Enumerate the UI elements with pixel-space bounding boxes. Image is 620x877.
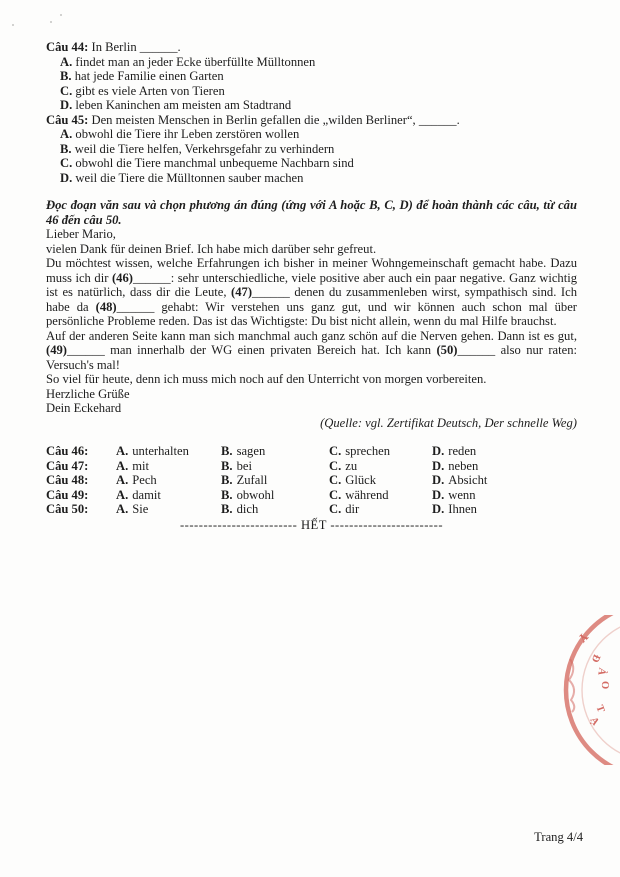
answer-row-48: [46, 473, 577, 488]
cell-b: [221, 459, 329, 474]
answer-row-49: [46, 488, 577, 503]
option-text: bei: [236, 458, 252, 473]
cell-d: [432, 488, 577, 503]
cell-c: [329, 473, 432, 488]
letter-text: Auf der anderen Seite kann man sich manchmal auch ganz schön auf die Nerven gehen. Dann ist es gut,: [46, 328, 577, 343]
question-stem: [46, 113, 577, 128]
option-letter: D.: [432, 458, 445, 473]
option-text: unterhalten: [132, 444, 189, 458]
option-letter: B.: [221, 444, 233, 458]
option-44-b: [46, 69, 577, 84]
option-letter: D.: [60, 170, 73, 185]
cell-d: [432, 444, 577, 459]
option-text: dich: [236, 502, 259, 516]
option-text: Ihnen: [448, 502, 477, 516]
cell-d: [432, 473, 577, 488]
option-text: mit: [132, 458, 150, 473]
option-text: Zufall: [236, 473, 268, 487]
option-text: obwohl: [236, 487, 275, 502]
cell-a: [116, 473, 221, 488]
option-letter: D.: [432, 473, 445, 487]
blank-47: (47): [231, 285, 253, 299]
page-content: [46, 40, 577, 532]
option-letter: C.: [329, 487, 342, 502]
option-letter: D.: [432, 487, 445, 502]
reading-letter: [46, 227, 577, 430]
answer-row-50: [46, 502, 577, 517]
cell-b: [221, 502, 329, 517]
question-stem-text: Den meisten Menschen in Berlin gefallen die „wilden Berliner“, ______.: [91, 112, 460, 127]
cell-b: [221, 488, 329, 503]
letter-text: ______: sehr unterschiedliche, viele positive aber auch ein paar negative. Ganz wichtig ist es natürlich, dass dir die Leute,: [46, 270, 578, 299]
stamp-letter: Đ: [588, 652, 602, 664]
question-44: [46, 40, 577, 113]
row-label-text: Câu 48:: [46, 473, 89, 487]
option-text: weil die Tiere helfen, Verkehrsgefahr zu verhindern: [74, 141, 335, 156]
option-text: dir: [345, 502, 360, 516]
option-text: zu: [345, 458, 358, 473]
red-stamp: [550, 615, 620, 765]
option-letter: D.: [432, 502, 445, 516]
option-letter: A.: [116, 502, 129, 516]
option-letter: B.: [60, 141, 72, 156]
option-44-d: [46, 98, 577, 113]
row-label-text: Câu 49:: [46, 487, 89, 502]
cell-d: [432, 502, 577, 517]
option-letter: A.: [116, 473, 129, 487]
option-text: damit: [132, 487, 161, 502]
option-letter: B.: [60, 69, 72, 83]
option-letter: C.: [329, 473, 342, 487]
option-text: obwohl die Tiere manchmal unbequeme Nachbarn sind: [75, 156, 354, 170]
option-text: hat jede Familie einen Garten: [74, 69, 224, 83]
option-text: findet man an jeder Ecke überfüllte Mülltonnen: [75, 54, 316, 69]
cell-a: [116, 488, 221, 503]
letter-source: (Quelle: vgl. Zertifikat Deutsch, Der schnelle Weg): [320, 415, 577, 430]
option-44-c: [46, 84, 577, 99]
option-text: wenn: [448, 487, 476, 502]
option-44-a: [46, 55, 577, 70]
option-text: Absicht: [448, 473, 488, 487]
answer-row-46: [46, 444, 577, 459]
option-letter: A.: [116, 444, 129, 458]
option-letter: C.: [329, 458, 342, 473]
question-stem: [46, 40, 577, 55]
question-45: [46, 113, 577, 186]
option-text: Pech: [132, 473, 157, 487]
option-letter: D.: [432, 444, 445, 458]
cell-c: [329, 444, 432, 459]
option-45-a: [46, 127, 577, 142]
cell-d: [432, 459, 577, 474]
stamp-letter: Y: [575, 629, 592, 646]
option-letter: A.: [60, 127, 73, 141]
option-letter: B.: [221, 473, 233, 487]
answer-grid: [46, 444, 577, 517]
option-text: sprechen: [345, 444, 391, 458]
blank-49: (49): [46, 343, 67, 357]
row-label-text: Câu 46:: [46, 444, 89, 458]
option-letter: B.: [221, 502, 233, 516]
letter-text: ______ man innerhalb der WG einen privaten Bereich hat. Ich kann: [66, 343, 437, 357]
option-letter: A.: [60, 54, 73, 69]
row-label-text: Câu 47:: [46, 458, 89, 473]
option-text: sagen: [236, 444, 266, 458]
option-letter: B.: [221, 487, 233, 502]
scan-speck: [12, 24, 14, 26]
stamp-letter: Ạ: [587, 715, 601, 728]
scan-speck: [50, 21, 52, 23]
cell-c: [329, 502, 432, 517]
letter-paragraph-1: [46, 256, 577, 329]
option-text: obwohl die Tiere ihr Leben zerstören wollen: [75, 127, 300, 141]
answer-row-47: [46, 459, 577, 474]
question-stem-text: In Berlin ______.: [91, 40, 181, 54]
row-label: [46, 444, 116, 459]
scan-speck: [60, 14, 62, 16]
cell-c: [329, 488, 432, 503]
option-text: reden: [448, 444, 477, 458]
option-text: Glück: [345, 473, 377, 487]
option-letter: C.: [329, 444, 342, 458]
option-text: weil die Tiere die Mülltonnen sauber machen: [75, 170, 304, 185]
blank-48: (48): [95, 299, 117, 314]
letter-signature: Dein Eckehard: [46, 401, 122, 415]
option-45-d: [46, 171, 577, 186]
letter-closing-1: So viel für heute, denn ich muss mich noch auf den Unterricht von morgen vorbereiten.: [46, 372, 487, 386]
option-45-b: [46, 142, 577, 157]
letter-text: ______ denen du zusammenleben wirst, sympathisch sind. Ich habe da: [46, 285, 577, 314]
option-letter: A.: [116, 487, 129, 502]
cell-b: [221, 444, 329, 459]
letter-salutation: Lieber Mario,: [46, 227, 116, 241]
option-letter: D.: [60, 98, 73, 112]
letter-closing-2: Herzliche Grüße: [46, 386, 130, 401]
blank-50: (50): [436, 343, 458, 357]
cell-a: [116, 502, 221, 517]
cell-a: [116, 444, 221, 459]
row-label: [46, 502, 116, 517]
row-label: [46, 488, 116, 503]
option-text: neben: [448, 458, 479, 473]
option-letter: A.: [116, 458, 129, 473]
row-label-text: Câu 50:: [46, 502, 89, 516]
blank-46: (46): [111, 270, 133, 285]
stamp-letter: T: [593, 703, 607, 715]
option-letter: C.: [329, 502, 342, 516]
question-label: Câu 45:: [46, 112, 89, 127]
option-text: gibt es viele Arten von Tieren: [75, 83, 225, 98]
section-instruction: Đọc đoạn văn sau và chọn phương án đúng (ứng với A hoặc B, C, D) để hoàn thành các câu, từ câu 46 đến câu 50.: [46, 198, 577, 227]
option-text: während: [345, 487, 389, 502]
option-letter: C.: [60, 156, 73, 170]
option-text: Sie: [132, 502, 149, 516]
option-letter: B.: [221, 458, 233, 473]
letter-text: ______ also nur raten: Versuch's mal!: [46, 343, 578, 372]
letter-paragraph-2: [46, 329, 577, 373]
cell-b: [221, 473, 329, 488]
letter-text: ______ gehabt: Wir verstehen uns ganz gut, und wir können auch schon mal über persönliche Probleme reden. Das ist das Wichtigste: Du bist nicht allein, wenn du mal Hilfe brauchst.: [46, 299, 577, 328]
page-number: Trang 4/4: [534, 830, 583, 844]
row-label: [46, 473, 116, 488]
cell-c: [329, 459, 432, 474]
stamp-letter: À: [595, 666, 608, 677]
letter-text: Du möchtest wissen, welche Erfahrungen ich bisher in meiner Wohngemeinschaft gemacht habe. Dazu muss ich dir: [46, 256, 577, 285]
option-text: leben Kaninchen am meisten am Stadtrand: [75, 98, 292, 112]
question-label: Câu 44:: [46, 40, 89, 54]
end-marker: ------------------------- HẾT ------------------------: [179, 517, 444, 532]
cell-a: [116, 459, 221, 474]
row-label: [46, 459, 116, 474]
option-45-c: [46, 156, 577, 171]
option-letter: C.: [60, 83, 73, 98]
letter-opening: vielen Dank für deinen Brief. Ich habe mich darüber sehr gefreut.: [46, 241, 377, 256]
stamp-letter: O: [598, 680, 611, 690]
